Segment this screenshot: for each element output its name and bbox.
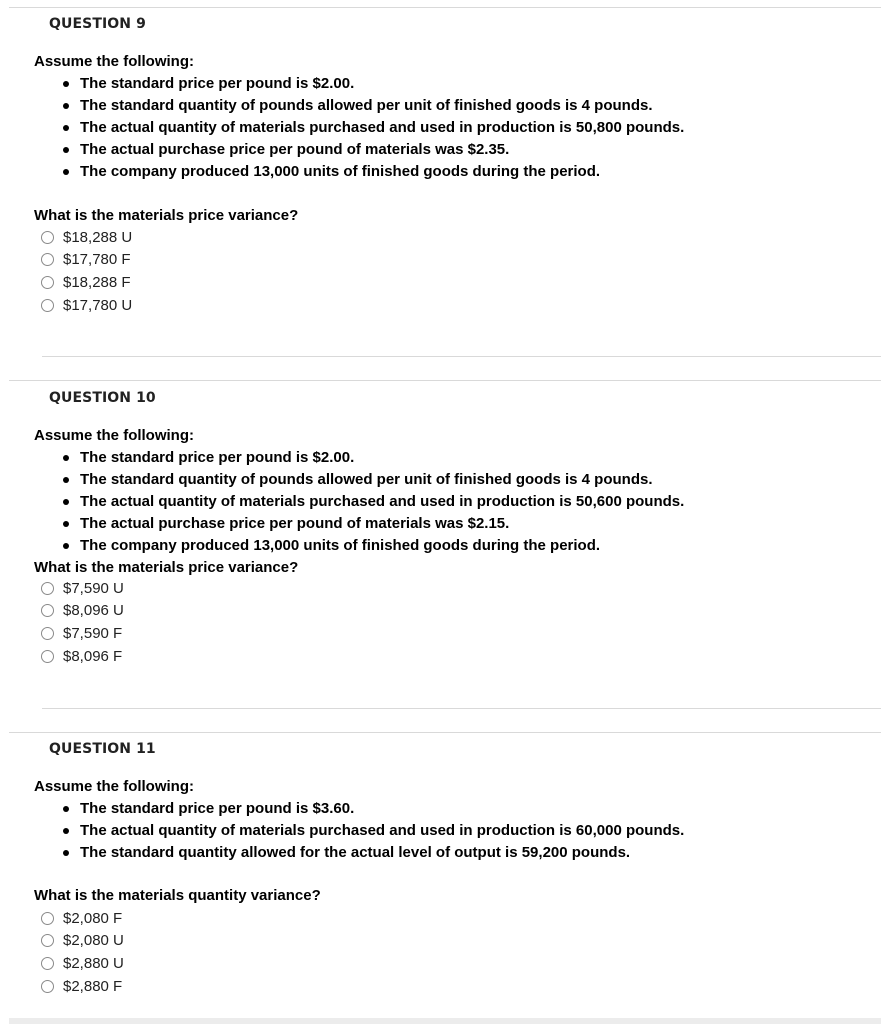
answer-label: $17,780 U	[63, 296, 133, 314]
question-11-footer-bar	[9, 1018, 881, 1024]
radio-button-icon[interactable]	[41, 582, 54, 595]
question-11-intro: Assume the following:	[34, 778, 195, 795]
question-10-answers	[41, 577, 124, 667]
radio-button-icon[interactable]	[41, 299, 54, 312]
question-9-bullet: The standard quantity of pounds allowed per unit of finished goods is 4 pounds.	[34, 95, 854, 117]
answer-option[interactable]	[41, 600, 124, 623]
question-11-bullet: The standard quantity allowed for the actual level of output is 59,200 pounds.	[34, 842, 854, 864]
question-10-bullet: The company produced 13,000 units of finished goods during the period.	[34, 535, 854, 557]
radio-button-icon[interactable]	[41, 231, 54, 244]
question-10-footer-divider	[42, 708, 881, 709]
answer-option[interactable]	[41, 907, 124, 930]
question-10-bullet: The actual quantity of materials purchased and used in production is 50,600 pounds.	[34, 491, 854, 513]
radio-button-icon[interactable]	[41, 934, 54, 947]
answer-label: $2,080 U	[63, 932, 124, 950]
question-10-bullets	[34, 447, 854, 557]
question-9-body	[34, 51, 854, 227]
answer-option[interactable]	[41, 294, 132, 317]
answer-option[interactable]	[41, 645, 124, 668]
question-9-bullets	[34, 73, 854, 183]
answer-label: $18,288 F	[63, 273, 131, 291]
question-10-divider	[9, 380, 881, 381]
radio-button-icon[interactable]	[41, 957, 54, 970]
question-9-answers	[41, 226, 132, 316]
answer-label: $2,080 F	[63, 909, 123, 927]
question-10-body	[34, 425, 854, 579]
radio-button-icon[interactable]	[41, 253, 54, 266]
question-11-prompt: What is the materials quantity variance?	[34, 887, 321, 904]
answer-label: $2,880 F	[63, 977, 123, 995]
radio-button-icon[interactable]	[41, 604, 54, 617]
radio-button-icon[interactable]	[41, 276, 54, 289]
answer-label: $8,096 F	[63, 647, 123, 665]
question-11-title: QUESTION 11	[49, 741, 156, 757]
answer-option[interactable]	[41, 975, 124, 998]
question-9-prompt: What is the materials price variance?	[34, 207, 299, 224]
answer-label: $7,590 U	[63, 579, 124, 597]
radio-button-icon[interactable]	[41, 980, 54, 993]
answer-label: $8,096 U	[63, 602, 124, 620]
answer-option[interactable]	[41, 271, 132, 294]
question-9-bullet: The standard price per pound is $2.00.	[34, 73, 854, 95]
answer-option[interactable]	[41, 622, 124, 645]
answer-label: $2,880 U	[63, 954, 124, 972]
question-11-divider	[9, 732, 881, 733]
question-9-footer-divider	[42, 356, 881, 357]
answer-option[interactable]	[41, 226, 132, 249]
question-10-bullet: The standard quantity of pounds allowed per unit of finished goods is 4 pounds.	[34, 469, 854, 491]
answer-option[interactable]	[41, 577, 124, 600]
question-11-bullets	[34, 798, 854, 864]
answer-option[interactable]	[41, 930, 124, 953]
question-11-bullet: The standard price per pound is $3.60.	[34, 798, 854, 820]
question-11-answers	[41, 907, 124, 997]
question-10-bullet: The actual purchase price per pound of materials was $2.15.	[34, 513, 854, 535]
question-9-title: QUESTION 9	[49, 16, 146, 32]
question-11-body	[34, 776, 854, 907]
question-11-bullet: The actual quantity of materials purchased and used in production is 60,000 pounds.	[34, 820, 854, 842]
question-9-divider	[9, 7, 881, 8]
question-10-prompt: What is the materials price variance?	[34, 559, 299, 576]
answer-label: $7,590 F	[63, 624, 123, 642]
question-9-bullet: The company produced 13,000 units of finished goods during the period.	[34, 161, 854, 183]
answer-label: $17,780 F	[63, 251, 131, 269]
question-9-intro: Assume the following:	[34, 53, 195, 70]
answer-label: $18,288 U	[63, 228, 133, 246]
radio-button-icon[interactable]	[41, 650, 54, 663]
question-10-intro: Assume the following:	[34, 427, 195, 444]
radio-button-icon[interactable]	[41, 627, 54, 640]
question-10-title: QUESTION 10	[49, 390, 156, 406]
question-10-bullet: The standard price per pound is $2.00.	[34, 447, 854, 469]
radio-button-icon[interactable]	[41, 912, 54, 925]
question-9-bullet: The actual purchase price per pound of materials was $2.35.	[34, 139, 854, 161]
answer-option[interactable]	[41, 249, 132, 272]
question-9-bullet: The actual quantity of materials purchased and used in production is 50,800 pounds.	[34, 117, 854, 139]
answer-option[interactable]	[41, 952, 124, 975]
